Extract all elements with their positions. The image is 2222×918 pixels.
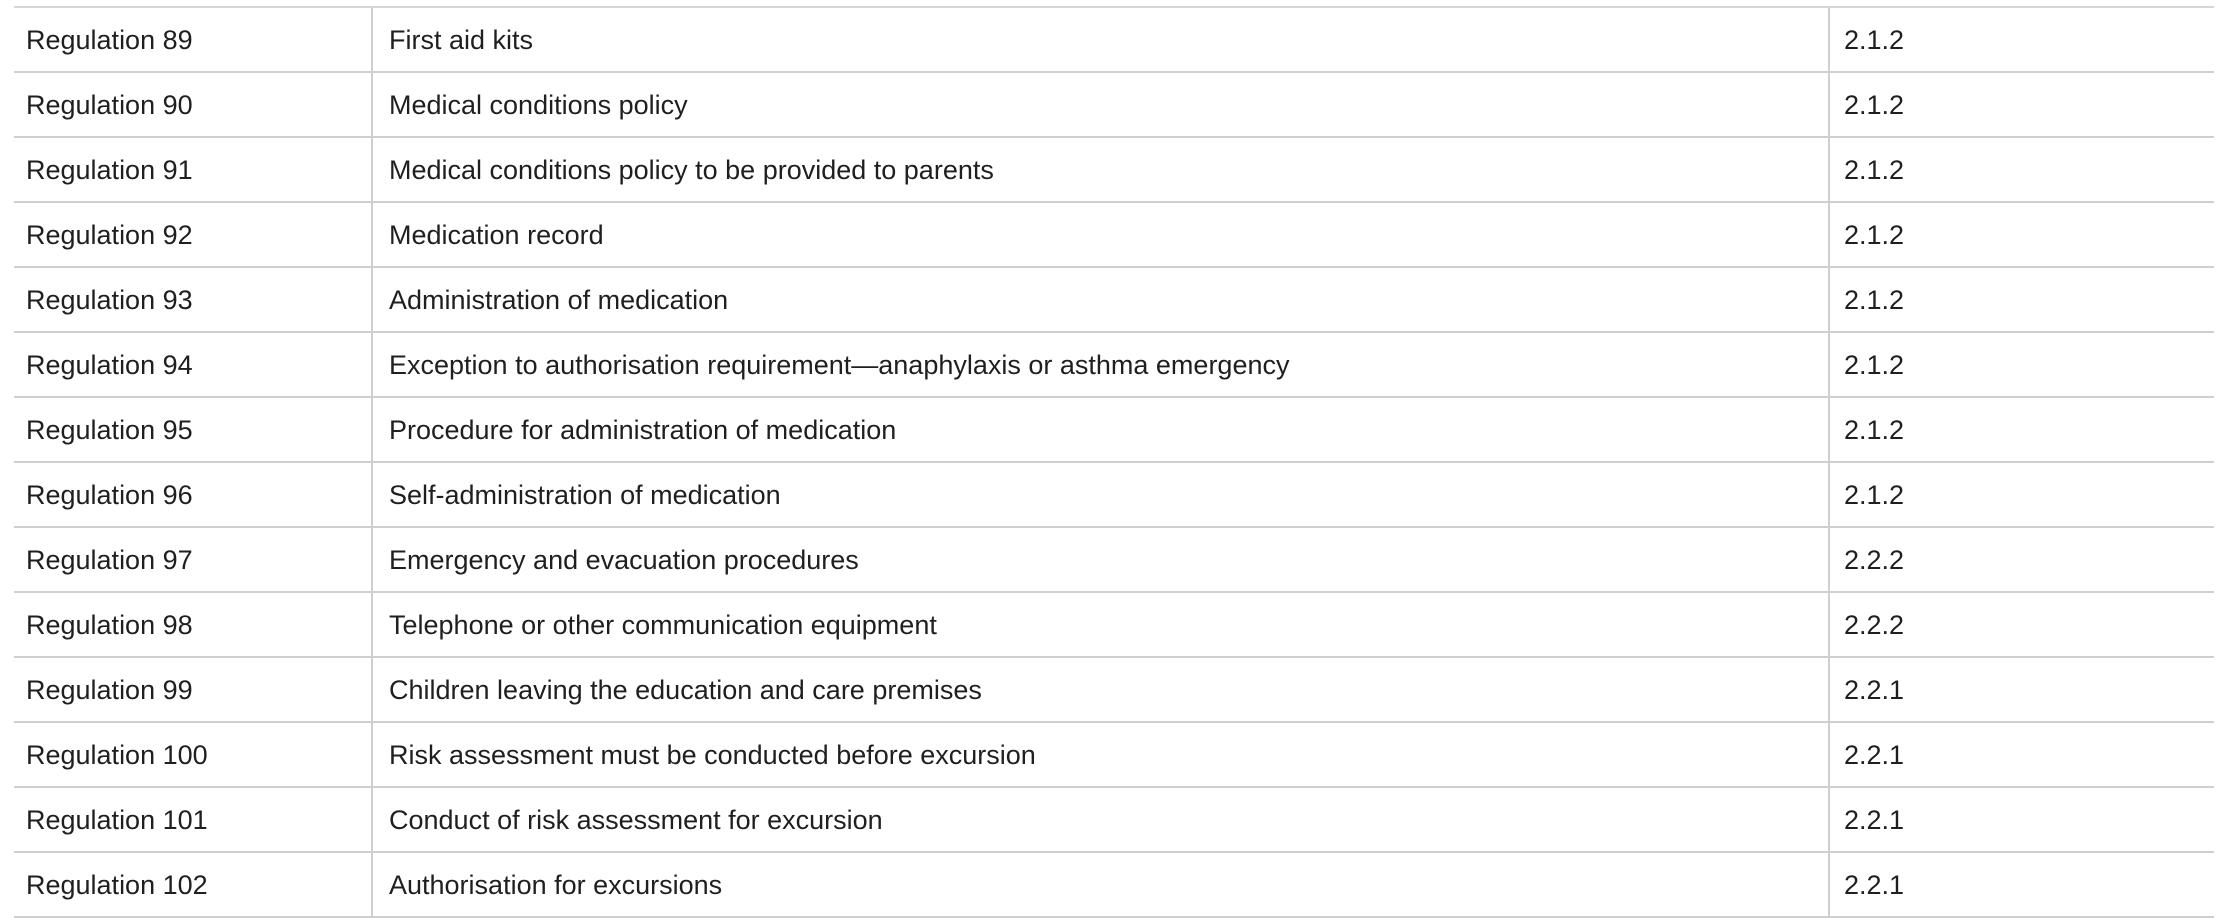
- title-cell: Risk assessment must be conducted before excursion: [372, 722, 1829, 787]
- regulations-table: [14, 6, 2214, 918]
- regulation-cell: Regulation 89: [14, 7, 372, 72]
- quality-area-cell: 2.2.1: [1829, 852, 2214, 917]
- table-body: [14, 7, 2214, 917]
- table-row: [14, 722, 2214, 787]
- quality-area-cell: 2.1.2: [1829, 397, 2214, 462]
- table-row: [14, 852, 2214, 917]
- table-row: [14, 202, 2214, 267]
- table-row: [14, 7, 2214, 72]
- quality-area-cell: 2.1.2: [1829, 7, 2214, 72]
- table-row: [14, 72, 2214, 137]
- title-cell: Children leaving the education and care premises: [372, 657, 1829, 722]
- title-cell: Medical conditions policy to be provided to parents: [372, 137, 1829, 202]
- table-row: [14, 397, 2214, 462]
- quality-area-cell: 2.2.1: [1829, 657, 2214, 722]
- quality-area-cell: 2.1.2: [1829, 202, 2214, 267]
- title-cell: Conduct of risk assessment for excursion: [372, 787, 1829, 852]
- regulation-cell: Regulation 92: [14, 202, 372, 267]
- quality-area-cell: 2.2.2: [1829, 592, 2214, 657]
- regulation-cell: Regulation 101: [14, 787, 372, 852]
- quality-area-cell: 2.2.1: [1829, 722, 2214, 787]
- regulation-cell: Regulation 93: [14, 267, 372, 332]
- title-cell: First aid kits: [372, 7, 1829, 72]
- regulation-cell: Regulation 98: [14, 592, 372, 657]
- table-row: [14, 657, 2214, 722]
- regulation-cell: Regulation 102: [14, 852, 372, 917]
- quality-area-cell: 2.1.2: [1829, 267, 2214, 332]
- regulation-cell: Regulation 100: [14, 722, 372, 787]
- regulation-cell: Regulation 94: [14, 332, 372, 397]
- table-row: [14, 137, 2214, 202]
- table-row: [14, 462, 2214, 527]
- quality-area-cell: 2.1.2: [1829, 332, 2214, 397]
- table-row: [14, 267, 2214, 332]
- regulation-cell: Regulation 97: [14, 527, 372, 592]
- title-cell: Self-administration of medication: [372, 462, 1829, 527]
- quality-area-cell: 2.1.2: [1829, 462, 2214, 527]
- title-cell: Telephone or other communication equipment: [372, 592, 1829, 657]
- regulation-cell: Regulation 99: [14, 657, 372, 722]
- table-row: [14, 527, 2214, 592]
- title-cell: Medical conditions policy: [372, 72, 1829, 137]
- regulations-table-container: [14, 6, 2214, 918]
- title-cell: Authorisation for excursions: [372, 852, 1829, 917]
- table-row: [14, 332, 2214, 397]
- regulation-cell: Regulation 96: [14, 462, 372, 527]
- title-cell: Emergency and evacuation procedures: [372, 527, 1829, 592]
- regulation-cell: Regulation 95: [14, 397, 372, 462]
- title-cell: Procedure for administration of medication: [372, 397, 1829, 462]
- table-row: [14, 787, 2214, 852]
- title-cell: Administration of medication: [372, 267, 1829, 332]
- regulation-cell: Regulation 90: [14, 72, 372, 137]
- regulation-cell: Regulation 91: [14, 137, 372, 202]
- quality-area-cell: 2.1.2: [1829, 137, 2214, 202]
- quality-area-cell: 2.2.1: [1829, 787, 2214, 852]
- title-cell: Medication record: [372, 202, 1829, 267]
- table-row: [14, 592, 2214, 657]
- quality-area-cell: 2.2.2: [1829, 527, 2214, 592]
- quality-area-cell: 2.1.2: [1829, 72, 2214, 137]
- title-cell: Exception to authorisation requirement—anaphylaxis or asthma emergency: [372, 332, 1829, 397]
